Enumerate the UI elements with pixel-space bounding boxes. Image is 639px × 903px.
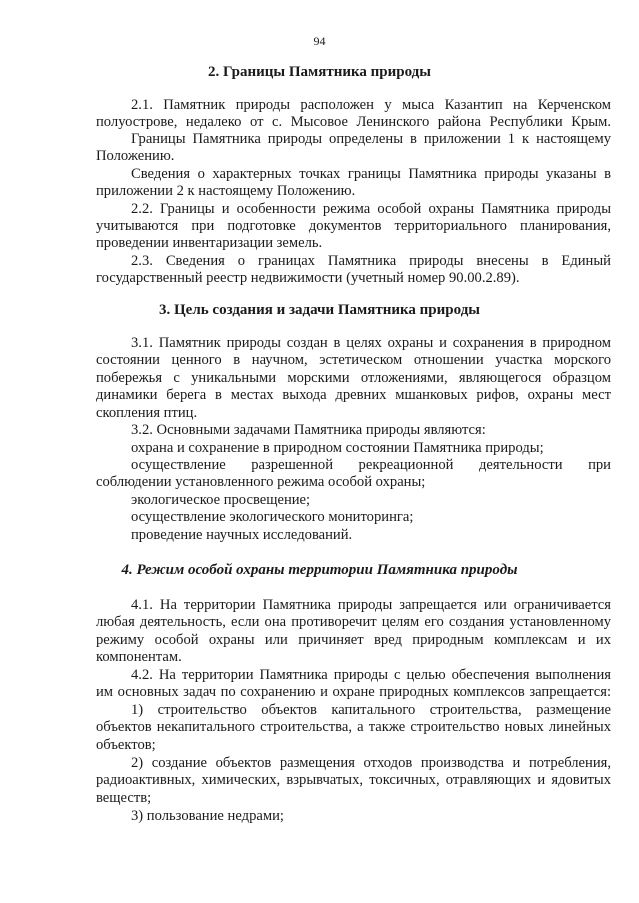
section-2-line: полуострове, недалеко от с. Мысовое Ленинского района Республики Крым. bbox=[96, 114, 611, 130]
section-4-heading: 4. Режим особой охраны территории Памятника природы bbox=[121, 562, 518, 578]
section-3-line: экологическое просвещение; bbox=[131, 492, 311, 508]
section-3-line: осуществление экологического мониторинга; bbox=[131, 509, 414, 525]
section-3-line: скопления птиц. bbox=[96, 405, 198, 421]
section-3-line: 3.1. Памятник природы создан в целях охраны и сохранения в природном bbox=[131, 335, 611, 351]
section-3-line: 3.2. Основными задачами Памятника природы являются: bbox=[131, 422, 486, 438]
section-2-line: Границы Памятника природы определены в приложении 1 к настоящему bbox=[131, 131, 611, 147]
section-2-line: 2.2. Границы и особенности режима особой охраны Памятника природы bbox=[131, 201, 611, 217]
section-4-line: любая деятельность, если она противоречит целям его создания установленному bbox=[96, 614, 611, 630]
section-3-line: охрана и сохранение в природном состоянии Памятника природы; bbox=[131, 440, 544, 456]
section-3-heading: 3. Цель создания и задачи Памятника природы bbox=[159, 302, 480, 318]
section-2-line: 2.1. Памятник природы расположен у мыса Казантип на Керченском bbox=[131, 97, 611, 113]
section-3-line: состоянии ценного в научном, эстетическом отношении участка морского bbox=[96, 352, 611, 368]
section-3-line: осуществление разрешенной рекреационной деятельности при bbox=[131, 457, 611, 473]
page-number: 94 bbox=[313, 34, 326, 48]
section-4-line: 3) пользование недрами; bbox=[131, 808, 284, 824]
section-2-line: проведении инвентаризации земель. bbox=[96, 235, 323, 251]
section-2-line: учитываются при подготовке документов территориального планирования, bbox=[96, 218, 611, 234]
section-2-heading: 2. Границы Памятника природы bbox=[208, 64, 431, 80]
section-4-line: объектов некапитального строительства, а также строительство новых линейных bbox=[96, 719, 611, 735]
section-4-line: объектов; bbox=[96, 737, 156, 753]
section-4-line: режиму особой охраны или причиняет вред природным комплексам и их bbox=[96, 632, 611, 648]
section-4-line: 2) создание объектов размещения отходов производства и потребления, bbox=[131, 755, 611, 771]
section-2-line: 2.3. Сведения о границах Памятника природы внесены в Единый bbox=[131, 253, 611, 269]
section-4-line: им основных задач по сохранению и охране природных комплексов запрещается: bbox=[96, 684, 611, 700]
section-4-line: компонентам. bbox=[96, 649, 182, 665]
section-4-line: 4.2. На территории Памятника природы с целью обеспечения выполнения bbox=[131, 667, 611, 683]
section-2-line: Положению. bbox=[96, 148, 175, 164]
section-4-line: радиоактивных, химических, взрывчатых, токсичных, отравляющих и ядовитых bbox=[96, 772, 611, 788]
section-2-line: государственный реестр недвижимости (учетный номер 90.00.2.89). bbox=[96, 270, 520, 286]
section-4-line: 4.1. На территории Памятника природы запрещается или ограничивается bbox=[131, 597, 611, 613]
section-3-line: побережья с уникальными морскими отложениями, являющегося образцом bbox=[96, 370, 611, 386]
section-4-line: веществ; bbox=[96, 790, 152, 806]
section-4-line: 1) строительство объектов капитального строительства, размещение bbox=[131, 702, 611, 718]
section-2-line: Сведения о характерных точках границы Памятника природы указаны в bbox=[131, 166, 611, 182]
section-3-line: динамики берега в местах выхода древних мшанковых рифов, охраны мест bbox=[96, 387, 611, 403]
section-2-line: приложении 2 к настоящему Положению. bbox=[96, 183, 356, 199]
section-3-line: соблюдении установленного режима особой охраны; bbox=[96, 474, 426, 490]
section-3-line: проведение научных исследований. bbox=[131, 527, 353, 543]
